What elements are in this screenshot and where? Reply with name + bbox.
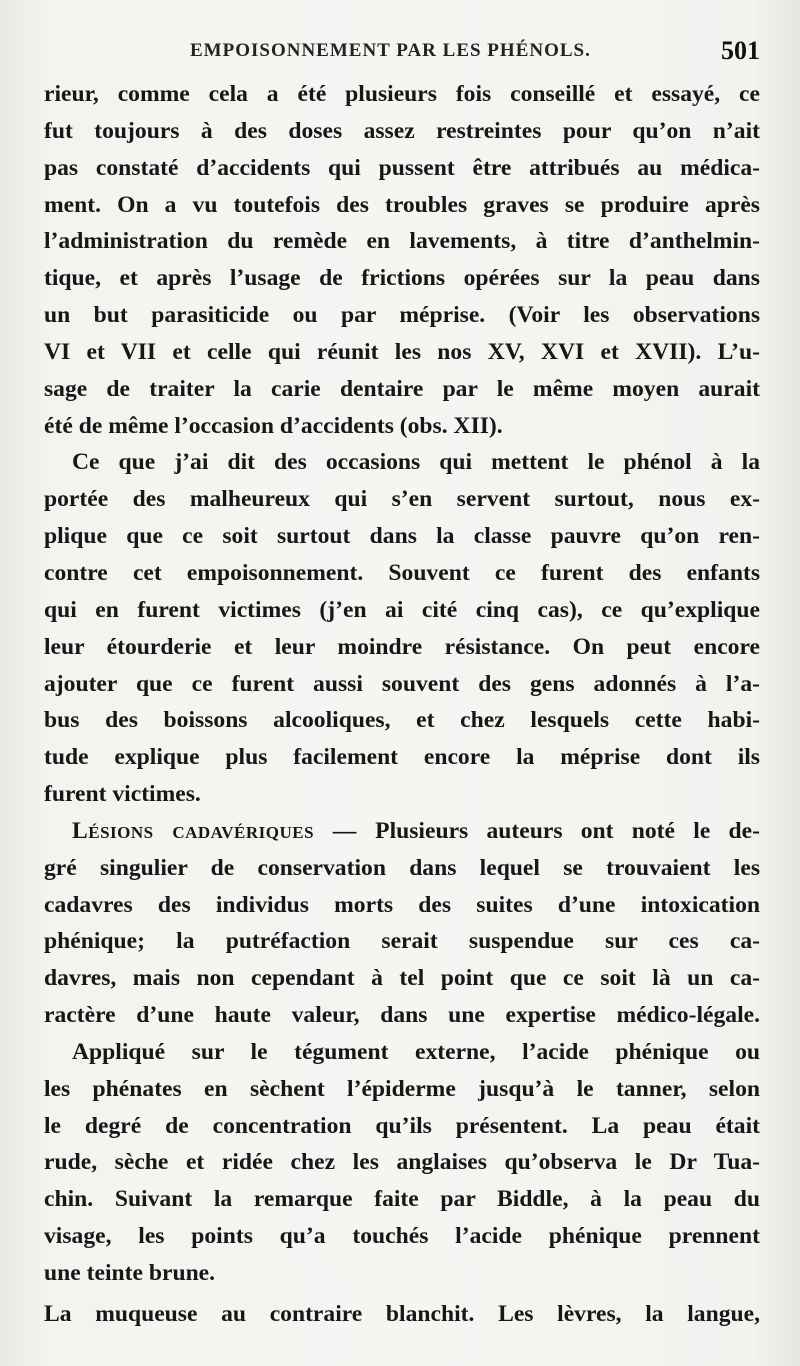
text-line: davres, mais non cependant à tel point que ce soit là un ca- <box>44 965 760 992</box>
text-line: ment. On a vu toutefois des troubles graves se produire après <box>44 191 760 218</box>
text-line: été de même l’occasion d’accidents (obs. XII). <box>44 412 503 439</box>
text-line: ractère d’une haute valeur, dans une expertise médico-légale. <box>44 1002 760 1029</box>
text-line: fut toujours à des doses assez restreintes pour qu’on n’ait <box>44 117 760 144</box>
text-line: les phénates en sèchent l’épiderme jusqu’à le tanner, selon <box>44 1075 760 1102</box>
page-number: 501 <box>721 36 760 65</box>
text-line: chin. Suivant la remarque faite par Biddle, à la peau du <box>44 1186 760 1213</box>
text-line: Ce que j’ai dit des occasions qui mettent le phénol à la <box>72 449 760 476</box>
text-line: VI et VII et celle qui réunit les nos XV, XVI et XVII). L’u- <box>44 338 760 365</box>
text-line: plique que ce soit surtout dans la classe pauvre qu’on ren- <box>44 523 760 550</box>
text-line: le degré de concentration qu’ils présentent. La peau était <box>44 1112 760 1139</box>
text-line: l’administration du remède en lavements, à titre d’anthelmin- <box>44 228 760 255</box>
text-line: ajouter que ce furent aussi souvent des gens adonnés à l’a- <box>44 670 760 697</box>
section-heading: Lésions cadavériques — <box>72 817 357 844</box>
text-line: tique, et après l’usage de frictions opérées sur la peau dans <box>44 265 760 292</box>
text-line: La muqueuse au contraire blanchit. Les lèvres, la langue, <box>44 1300 760 1327</box>
text-line: gré singulier de conservation dans lequel se trouvaient les <box>44 854 760 881</box>
text-line: tude explique plus facilement encore la méprise dont ils <box>44 744 760 771</box>
text-line: phénique; la putréfaction serait suspendue sur ces ca- <box>44 928 760 955</box>
text-line: une teinte brune. <box>44 1260 216 1286</box>
text-line: Appliqué sur le tégument externe, l’acide phénique ou <box>72 1038 760 1065</box>
text-line: pas constaté d’accidents qui pussent être attribués au médica- <box>44 154 760 181</box>
text-line: portée des malheureux qui s’en servent surtout, nous ex- <box>44 486 760 513</box>
chapter-title: EMPOISONNEMENT PAR LES PHÉNOLS. <box>190 40 591 61</box>
text-line: cadavres des individus morts des suites d’une intoxication <box>44 891 760 918</box>
text-line: rieur, comme cela a été plusieurs fois conseillé et essayé, ce <box>44 81 760 107</box>
section-heading-line <box>44 813 760 850</box>
body-text <box>44 76 760 1333</box>
text-line: sage de traiter la carie dentaire par le même moyen aurait <box>44 375 760 402</box>
text-line: bus des boissons alcooliques, et chez lesquels cette habi- <box>44 707 760 734</box>
text-line: qui en furent victimes (j’en ai cité cinq cas), ce qu’explique <box>44 596 760 623</box>
text-line: rude, sèche et ridée chez les anglaises qu’observa le Dr Tua- <box>44 1149 760 1176</box>
text-line: visage, les points qu’a touchés l’acide phénique prennent <box>44 1223 760 1250</box>
running-head <box>190 36 760 70</box>
text-line-continuation: Plusieurs auteurs ont noté le de- <box>375 817 760 844</box>
text-line: furent victimes. <box>44 781 201 808</box>
text-line: leur étourderie et leur moindre résistance. On peut encore <box>44 633 760 660</box>
text-line: contre cet empoisonnement. Souvent ce furent des enfants <box>44 559 760 586</box>
text-line: un but parasiticide ou par méprise. (Voir les observations <box>44 302 760 329</box>
